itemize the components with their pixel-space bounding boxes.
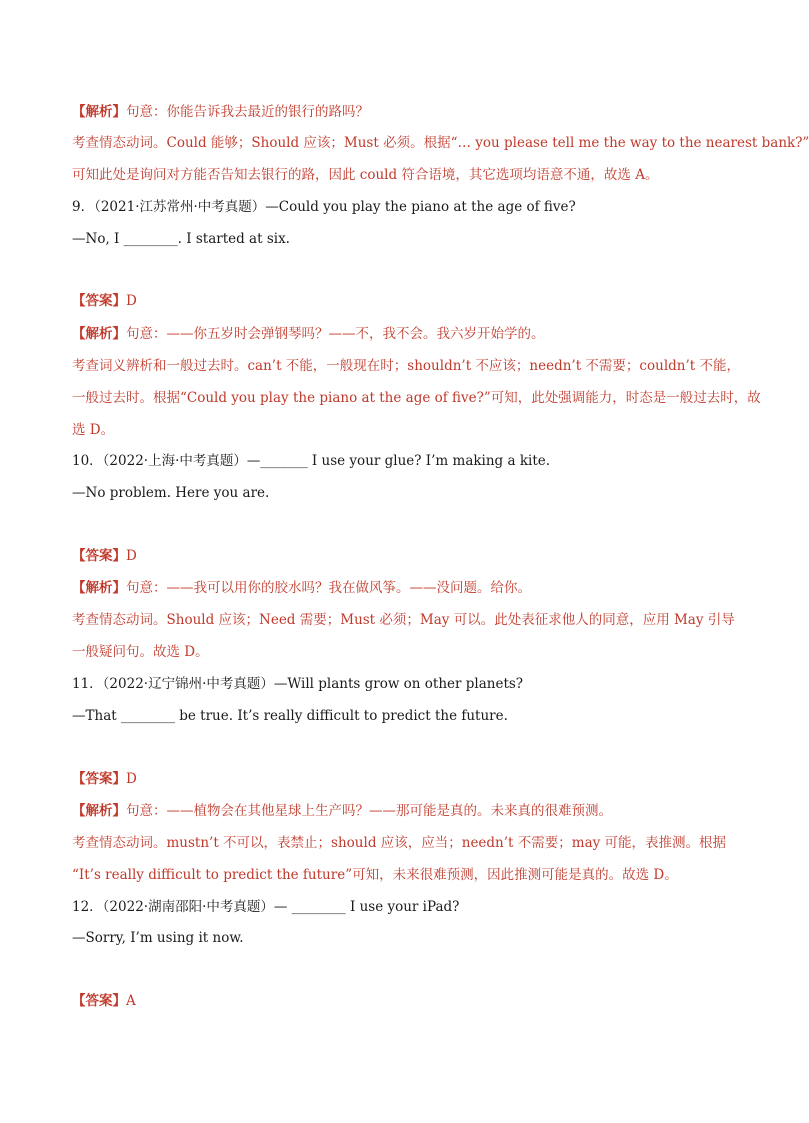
analysis-label: 【解析】 <box>72 580 126 596</box>
analysis-text: 句意：你能告诉我去最近的银行的路吗？ <box>126 104 369 120</box>
analysis-text: 句意：——我可以用你的胶水吗？我在做风筝。——没问题。给你。 <box>126 580 531 596</box>
answer-value: D <box>126 293 137 309</box>
answer-label: 【答案】 <box>72 293 126 309</box>
q9-analysis-line3: 一般过去时。根据“Could you play the piano at the age of five?”可知，此处强调能力，时态是一般过去时，故 <box>72 390 761 406</box>
q11-analysis-line2: 考查情态动词。mustn’t 不可以，表禁止；should 应该，应当；needn’t 不需要；may 可能，表推测。根据 <box>72 835 727 851</box>
q11-answer <box>72 770 732 788</box>
q11-reply: —That ________ be true. It’s really difficult to predict the future. <box>72 708 508 724</box>
q12-answer <box>72 992 732 1010</box>
answer-value: D <box>126 771 137 787</box>
q9-reply: —No, I ________. I started at six. <box>72 231 290 247</box>
q12-reply: —Sorry, I’m using it now. <box>72 930 244 946</box>
q9-stem: 9．（2021·江苏常州·中考真题）—Could you play the piano at the age of five? <box>72 199 576 215</box>
answer-label: 【答案】 <box>72 993 126 1009</box>
q9-analysis-line2: 考查词义辨析和一般过去时。can’t 不能，一般现在时；shouldn’t 不应该；needn’t 不需要；couldn’t 不能， <box>72 358 740 374</box>
q9-analysis-line1 <box>72 325 732 343</box>
q9-answer <box>72 292 732 310</box>
q12-stem: 12．（2022·湖南邵阳·中考真题）— ________ I use your iPad? <box>72 899 460 915</box>
q11-stem: 11．（2022·辽宁锦州·中考真题）—Will plants grow on other planets? <box>72 676 524 692</box>
answer-value: A <box>126 993 136 1009</box>
q10-analysis-line3: 一般疑问句。故选 D。 <box>72 644 209 660</box>
q11-analysis-line3: “It’s really difficult to predict the future”可知，未来很难预测，因此推测可能是真的。故选 D。 <box>72 867 678 883</box>
q10-answer <box>72 547 732 565</box>
analysis-label: 【解析】 <box>72 803 126 819</box>
q10-analysis-line2: 考查情态动词。Should 应该；Need 需要；Must 必须；May 可以。此处表征求他人的同意，应用 May 引导 <box>72 612 735 628</box>
answer-value: D <box>126 548 137 564</box>
q11-analysis-line1 <box>72 802 732 820</box>
analysis-text: 句意：——植物会在其他星球上生产吗？——那可能是真的。未来真的很难预测。 <box>126 803 612 819</box>
analysis-label: 【解析】 <box>72 326 126 342</box>
q10-analysis-line1 <box>72 579 732 597</box>
q8-analysis-line2: 考查情态动词。Could 能够；Should 应该；Must 必须。根据“… you please tell me the way to the nearest bank?” <box>72 135 809 151</box>
answer-label: 【答案】 <box>72 548 126 564</box>
analysis-text: 句意：——你五岁时会弹钢琴吗？——不，我不会。我六岁开始学的。 <box>126 326 545 342</box>
q10-reply: —No problem. Here you are. <box>72 485 270 501</box>
q8-analysis-line3: 可知此处是询问对方能否告知去银行的路，因此 could 符合语境，其它选项均语意不通，故选 A。 <box>72 167 659 183</box>
q10-stem: 10．（2022·上海·中考真题）—_______ I use your glue? I’m making a kite. <box>72 453 551 469</box>
answer-label: 【答案】 <box>72 771 126 787</box>
analysis-label: 【解析】 <box>72 104 126 120</box>
q8-analysis-line1 <box>72 103 732 121</box>
q9-analysis-line4: 选 D。 <box>72 422 115 438</box>
